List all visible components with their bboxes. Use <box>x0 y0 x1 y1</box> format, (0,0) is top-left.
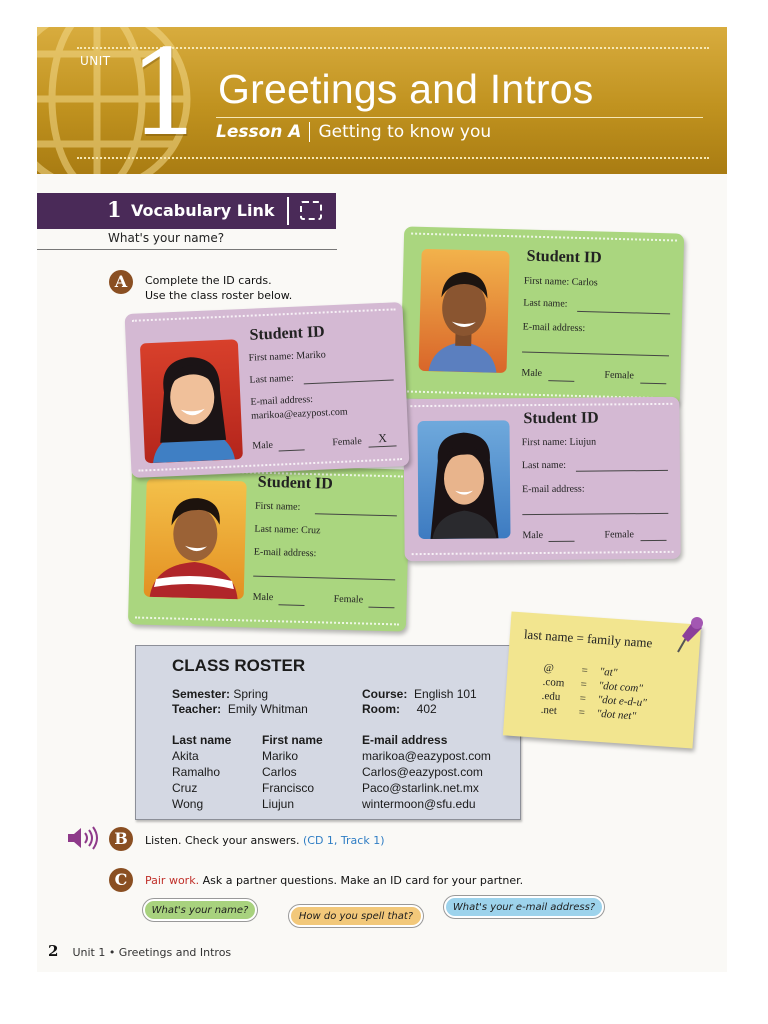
activity-a-line-1: Complete the ID cards. <box>145 274 272 287</box>
unit-label: UNIT <box>80 54 111 68</box>
roster-cell: marikoa@eazypost.com <box>362 749 491 763</box>
id-card-mariko <box>125 302 410 478</box>
roster-column-header: E-mail address <box>362 733 448 747</box>
roster-semester-label: Semester: <box>172 687 231 701</box>
roster-cell: wintermoon@sfu.edu <box>362 797 476 811</box>
student-photo-liujun <box>417 420 510 539</box>
activity-b-text: Listen. Check your answers. <box>145 834 300 847</box>
card-first-name: First name: Mariko <box>248 349 326 364</box>
card-blank-line <box>278 604 304 606</box>
card-last-name: Last name: Cruz <box>254 523 321 537</box>
unit-number: 1 <box>128 24 204 162</box>
card-female: Female <box>604 369 635 382</box>
speech-bubble-email: What's your e-mail address? <box>444 896 604 918</box>
card-blank-line <box>253 576 395 581</box>
card-male: Male <box>252 439 274 452</box>
roster-course-label: Course: <box>362 687 408 701</box>
card-blank-line <box>304 379 394 384</box>
card-stitch <box>412 551 674 555</box>
card-email-label: E-mail address: <box>522 483 585 496</box>
section-subtitle: What's your name? <box>108 231 225 245</box>
roster-cell: Carlos <box>262 765 297 779</box>
section-heading <box>37 193 336 229</box>
lesson-title: Getting to know you <box>318 122 492 142</box>
note-symbol: .edu <box>541 689 561 704</box>
card-last-name: Last name: <box>523 297 568 310</box>
roster-cell: Carlos@eazypost.com <box>362 765 483 779</box>
card-email-label: E-mail address: <box>522 321 586 335</box>
note-says: "dot e-d-u" <box>597 693 648 710</box>
note-equals: = <box>578 706 586 719</box>
lesson-label: Lesson A <box>216 122 302 142</box>
card-female: Female <box>333 593 364 606</box>
card-blank-line <box>279 449 305 451</box>
id-card-liujun <box>403 397 680 561</box>
roster-column-header: Last name <box>172 733 232 747</box>
card-blank-line <box>640 383 666 385</box>
audio-track-reference: (CD 1, Track 1) <box>302 834 385 847</box>
note-says: "dot com" <box>598 679 644 695</box>
page-title: Greetings and Intros <box>218 66 594 112</box>
card-last-name: Last name: <box>249 372 294 386</box>
card-first-name: First name: Carlos <box>523 275 598 289</box>
student-photo-francisco <box>144 479 247 600</box>
card-female: Female <box>332 435 363 449</box>
card-male: Male <box>522 529 544 542</box>
note-equals: = <box>581 664 589 677</box>
roster-column-header: First name <box>262 733 323 747</box>
roster-teacher-label: Teacher: <box>172 702 222 716</box>
card-blank-line <box>576 470 668 472</box>
card-blank-line <box>369 445 397 447</box>
card-email-value: marikoa@eazypost.com <box>250 406 348 422</box>
id-card-carlos <box>400 226 684 405</box>
roster-room-label: Room: <box>362 702 400 716</box>
portrait-icon <box>417 420 510 539</box>
roster-cell: Mariko <box>262 749 299 763</box>
card-email-label: E-mail address: <box>253 546 317 560</box>
note-equals: = <box>580 678 588 691</box>
page-footer <box>48 942 231 960</box>
card-female-mark: X <box>377 430 388 446</box>
card-blank-line <box>641 540 667 541</box>
roster-room <box>362 702 437 716</box>
speech-bubble-name: What's your name? <box>143 899 257 921</box>
page-number: 2 <box>48 942 59 960</box>
speech-bubble-spell: How do you spell that? <box>289 905 423 927</box>
card-title: Student ID <box>257 473 334 493</box>
student-photo-carlos <box>419 249 510 373</box>
activity-b-instructions <box>145 833 385 848</box>
roster-semester <box>172 687 268 701</box>
card-blank-line <box>548 380 574 382</box>
push-pin-icon <box>670 614 704 656</box>
portrait-icon <box>419 249 510 373</box>
activity-c-badge: C <box>109 868 133 892</box>
section-divider <box>287 197 289 225</box>
note-equals: = <box>579 692 587 705</box>
note-says: "dot net" <box>596 707 637 723</box>
roster-cell: Akita <box>172 749 199 763</box>
lesson-rule <box>216 117 703 118</box>
activity-b-badge: B <box>109 827 133 851</box>
roster-column-first-name <box>262 732 323 812</box>
card-stitch <box>410 403 672 407</box>
activity-c-instructions <box>145 873 523 888</box>
card-male: Male <box>521 367 543 380</box>
card-title: Student ID <box>526 247 602 267</box>
roster-title: CLASS ROSTER <box>172 656 306 675</box>
card-blank-line <box>577 311 670 314</box>
roster-course <box>362 687 477 701</box>
roster-cell: Ramalho <box>172 765 221 779</box>
card-email-label: E-mail address: <box>250 394 314 408</box>
card-blank-line <box>549 541 575 542</box>
roster-room-value: 402 <box>416 702 437 716</box>
card-first-name: First name: <box>254 500 301 513</box>
roster-cell: Francisco <box>262 781 315 795</box>
activity-a-badge: A <box>109 270 133 294</box>
note-says: "at" <box>599 665 618 680</box>
footer-text: Unit 1 • Greetings and Intros <box>72 946 232 959</box>
section-number: 1 <box>107 197 122 222</box>
roster-teacher <box>172 702 308 716</box>
roster-cell: Cruz <box>172 781 198 795</box>
card-title: Student ID <box>249 323 326 344</box>
card-blank-line <box>368 607 394 609</box>
card-female: Female <box>604 529 634 541</box>
roster-course-value: English 101 <box>414 687 477 701</box>
card-male: Male <box>252 591 274 604</box>
sticky-note-title: last name = family name <box>523 626 653 651</box>
card-blank-line <box>315 513 397 516</box>
note-symbol: @ <box>543 661 555 675</box>
card-title: Student ID <box>523 409 599 428</box>
card-blank-line <box>522 351 669 356</box>
card-last-name: Last name: <box>521 459 567 472</box>
roster-cell: Liujun <box>262 797 295 811</box>
roster-semester-value: Spring <box>233 687 269 701</box>
card-first-name: First name: Liujun <box>521 436 597 449</box>
activity-a-line-2: Use the class roster below. <box>145 289 293 302</box>
class-roster <box>135 645 521 820</box>
activity-a-instructions <box>145 273 292 303</box>
card-blank-line <box>522 513 668 515</box>
roster-cell: Paco@starlink.net.mx <box>362 781 479 795</box>
roster-column-email <box>362 732 491 812</box>
card-stitch <box>411 233 677 242</box>
id-card-cruz <box>128 462 410 631</box>
section-rule <box>37 249 337 250</box>
audio-speaker-icon[interactable] <box>66 826 102 850</box>
pair-work-label: Pair work. <box>145 874 200 887</box>
note-symbol: .com <box>542 675 565 690</box>
roster-teacher-value: Emily Whitman <box>227 702 308 716</box>
roster-column-last-name <box>172 732 231 812</box>
section-title: Vocabulary Link <box>131 201 275 220</box>
portrait-icon <box>144 479 247 600</box>
lesson-separator <box>309 122 310 142</box>
roster-cell: Wong <box>172 797 204 811</box>
lesson-heading <box>216 122 491 142</box>
card-stitch <box>135 617 399 626</box>
id-card-icon <box>300 201 322 220</box>
student-photo-mariko <box>140 339 243 463</box>
note-symbol: .net <box>540 703 558 717</box>
portrait-icon <box>140 339 243 463</box>
activity-c-text: Ask a partner questions. Make an ID card for your partner. <box>202 874 524 887</box>
